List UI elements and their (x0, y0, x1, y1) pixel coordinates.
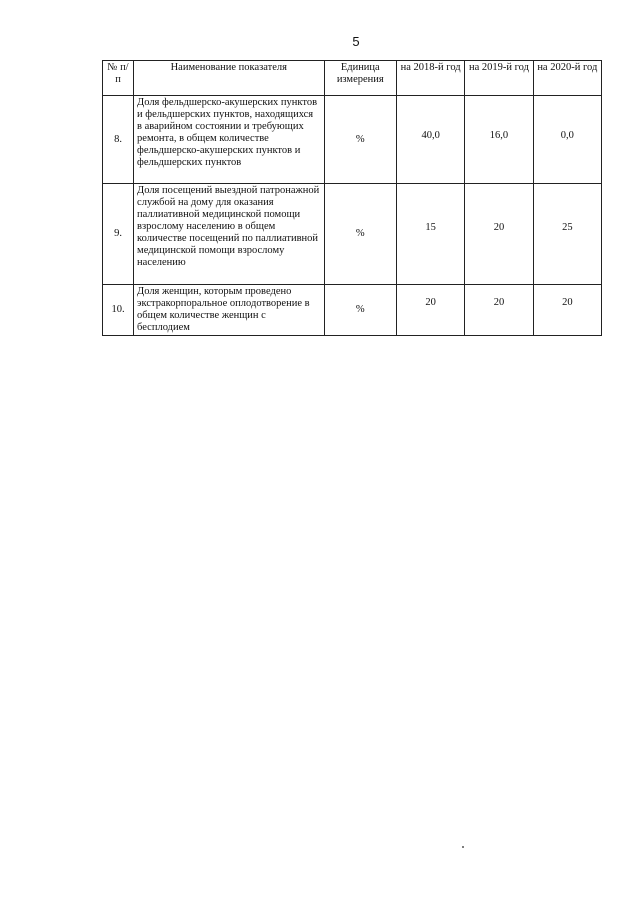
value-text: 20 (425, 297, 436, 308)
row-value-2018 (397, 96, 465, 184)
value-text: 20 (493, 297, 505, 308)
header-num: № п/п (103, 61, 134, 96)
row-value-2019 (465, 96, 533, 184)
header-2019: на 2019-й год (465, 61, 533, 96)
header-2018: на 2018-й год (397, 61, 465, 96)
row-value-2018 (397, 285, 465, 336)
value-text: 16,0 (489, 130, 509, 141)
table-row (103, 285, 602, 336)
row-num: 8. (103, 96, 134, 184)
table-row (103, 184, 602, 285)
row-name: Доля женщин, которым проведено экстракорпоральное оплодотворение в общем количестве женщин с бесплодием (134, 285, 324, 336)
row-name: Доля фельдшерско-акушерских пунктов и фельдшерских пунктов, находящихся в аварийном состоянии и требующих ремонта, в общем количестве фельдшерско-акушерских пунктов и фельдшерских пунктов (134, 96, 324, 184)
row-value-2019 (465, 184, 533, 285)
row-unit: % (324, 285, 396, 336)
table-header-row (103, 61, 602, 96)
row-value-2018 (397, 184, 465, 285)
page-number: 5 (352, 34, 360, 49)
scan-speck (462, 846, 464, 848)
value-text: 40,0 (421, 130, 440, 141)
value-text: 0,0 (560, 130, 574, 141)
header-unit: Единица измерения (324, 61, 396, 96)
row-value-2020 (533, 285, 601, 336)
value-text: 15 (425, 222, 436, 233)
row-name: Доля посещений выездной патронажной службой на дому для оказания паллиативной медицинской помощи взрослому населению в общем количестве посещений по паллиативной медицинской помощи взрослому населению (134, 184, 324, 285)
value-text: 20 (562, 297, 573, 308)
value-text: 20 (493, 222, 505, 233)
row-value-2020 (533, 96, 601, 184)
row-value-2020 (533, 184, 601, 285)
row-unit: % (324, 96, 396, 184)
row-value-2019 (465, 285, 533, 336)
table-row (103, 96, 602, 184)
value-text: 25 (562, 222, 573, 233)
row-unit: % (324, 184, 396, 285)
row-num: 9. (103, 184, 134, 285)
indicators-table (102, 60, 602, 336)
header-2020: на 2020-й год (533, 61, 601, 96)
header-name: Наименование показателя (134, 61, 324, 96)
row-num: 10. (103, 285, 134, 336)
